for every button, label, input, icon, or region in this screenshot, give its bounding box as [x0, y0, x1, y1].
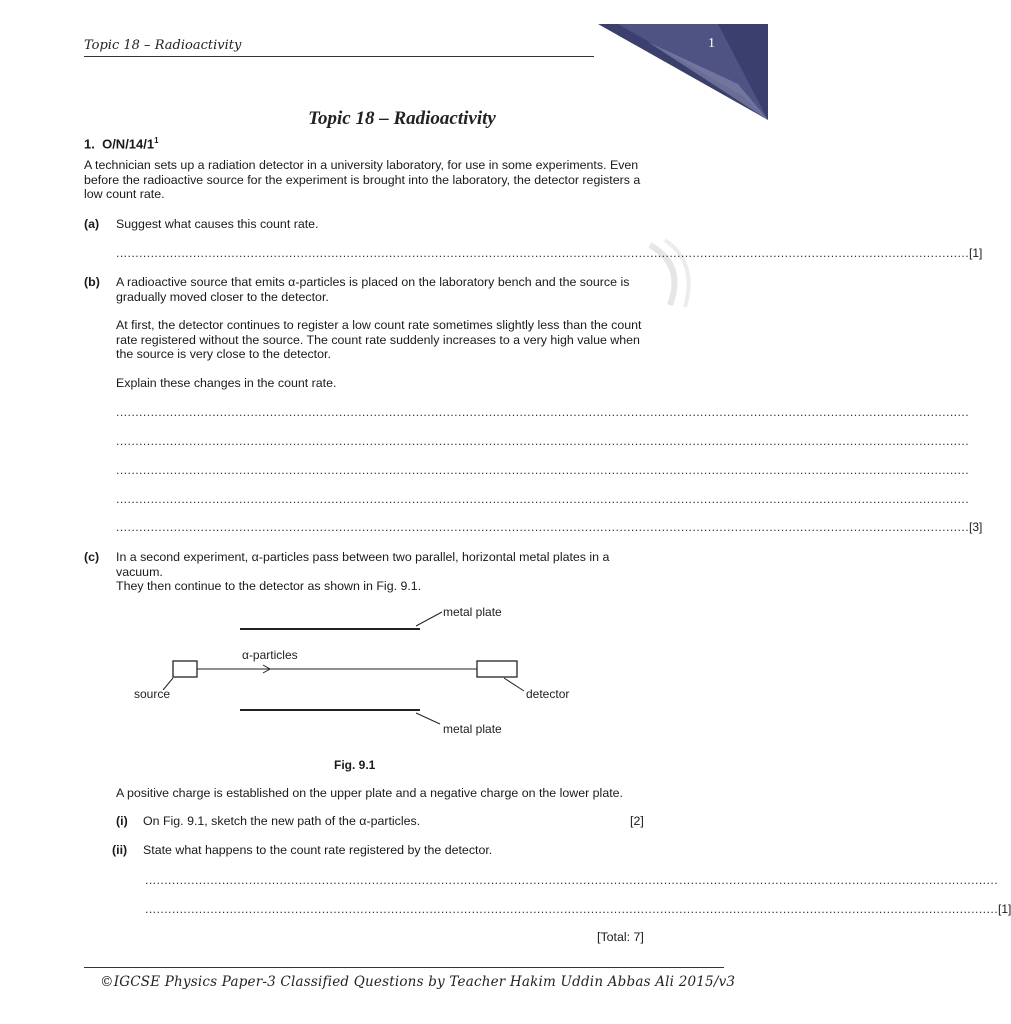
part-c-text-2: They then continue to the detector as shown in Fig. 9.1.	[116, 579, 422, 593]
part-c-text-3: A positive charge is established on the upper plate and a negative charge on the lower plate.	[116, 786, 623, 800]
answer-line-b3[interactable]: ..............................................................................................................................................................................................................................	[116, 463, 970, 477]
part-b-text-3: Explain these changes in the count rate.	[116, 376, 337, 390]
upper-plate-label: metal plate	[443, 605, 502, 619]
total-mark: [Total: 7]	[597, 930, 644, 944]
question-intro: A technician sets up a radiation detector in a university laboratory, for use in some experiments. Even before the radioactive source for the experiment is brought into the laboratory, the detector registers a low count rate.	[84, 158, 641, 202]
answer-line-a[interactable]: .............................................................................................................................................................................................................................. [1]	[116, 246, 983, 260]
alpha-label: α-particles	[242, 648, 298, 662]
part-a-label: (a)	[84, 217, 100, 231]
detector-leader	[504, 678, 524, 691]
answer-line-b2[interactable]: ..............................................................................................................................................................................................................................	[116, 434, 970, 448]
footer-credit: ©IGCSE Physics Paper-3 Classified Questions by Teacher Hakim Uddin Abbas Ali 2015/v3	[100, 974, 736, 990]
page-title: Topic 18 – Radioactivity	[308, 108, 496, 129]
part-c-i-label: (i)	[116, 814, 128, 828]
page-number: 1	[708, 36, 715, 51]
part-c-i-mark: [2]	[630, 814, 644, 828]
answer-line-b1[interactable]: ..............................................................................................................................................................................................................................	[116, 405, 970, 419]
header-rule	[84, 56, 594, 57]
figure-9-1[interactable]	[120, 598, 640, 748]
part-c-ii-label: (ii)	[112, 843, 128, 857]
upper-plate-leader	[416, 612, 442, 626]
source-label: source	[134, 687, 171, 701]
part-a-text: Suggest what causes this count rate.	[116, 217, 319, 231]
answer-line-c-ii-2[interactable]: .............................................................................................................................................................................................................................. [1]	[145, 902, 1011, 916]
question-number: 1. $O/N/14/1^1$	[84, 136, 159, 152]
answer-line-b5[interactable]: .............................................................................................................................................................................................................................. [3]	[116, 520, 983, 534]
part-b-text-2: At first, the detector continues to register a low count rate sometimes slightly less than the count rate registered without the source. The count rate suddenly increases to a very high value when the source is very close to the detector.	[116, 318, 642, 362]
detector-label: detector	[526, 687, 570, 701]
answer-line-b4[interactable]: ..............................................................................................................................................................................................................................	[116, 492, 970, 506]
footer-rule	[84, 967, 724, 968]
source-box	[173, 661, 197, 677]
part-b-label: (b)	[84, 275, 100, 289]
part-c-ii-text: State what happens to the count rate registered by the detector.	[143, 843, 493, 857]
part-c-label: (c)	[84, 550, 100, 564]
detector-box	[477, 661, 517, 677]
figure-caption: Fig. 9.1	[334, 758, 376, 772]
lower-plate-leader	[416, 713, 440, 724]
part-c-i-text: On Fig. 9.1, sketch the new path of the α-particles.	[143, 814, 421, 828]
lower-plate-label: metal plate	[443, 722, 502, 736]
answer-line-c-ii-1[interactable]: ..............................................................................................................................................................................................................................	[145, 873, 999, 887]
part-b-text-1: A radioactive source that emits α-particles is placed on the laboratory bench and the source is gradually moved closer to the detector.	[116, 275, 630, 304]
part-c-text-1: In a second experiment, α-particles pass between two parallel, horizontal metal plates in a vacuum.	[116, 550, 610, 579]
running-header-title: Topic 18 – Radioactivity	[84, 38, 242, 53]
